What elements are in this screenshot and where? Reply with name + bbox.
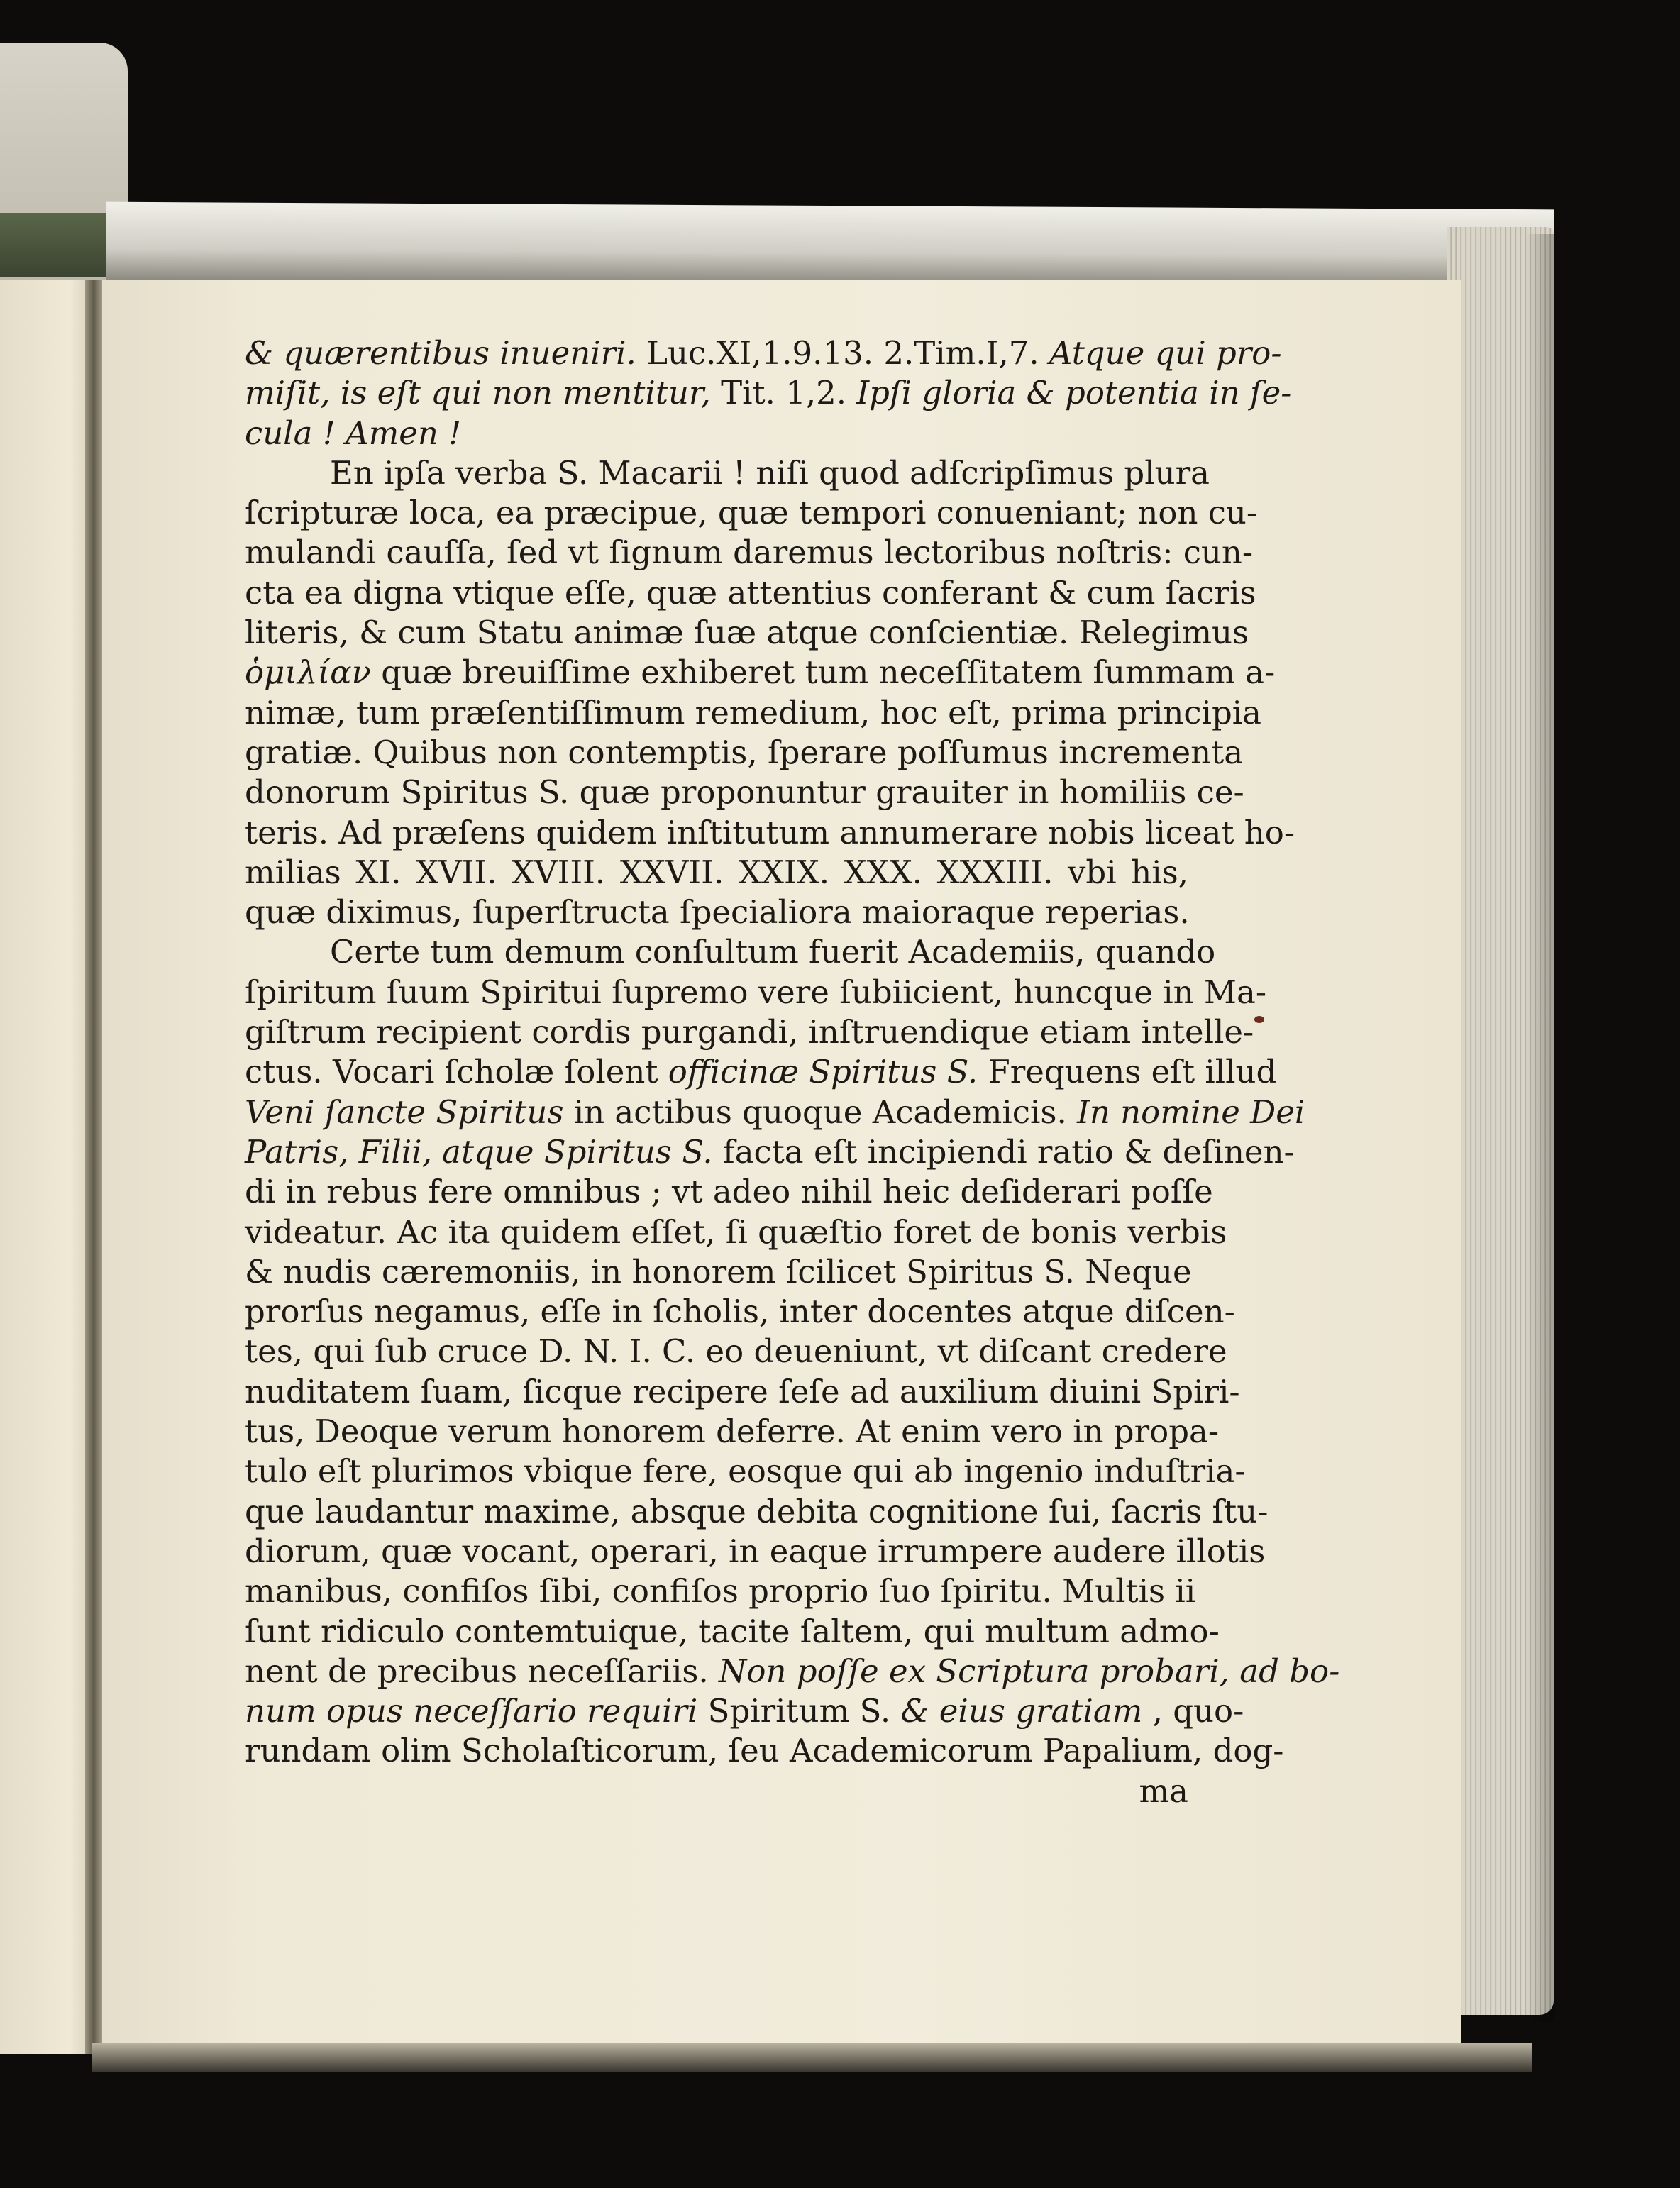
roman-run: di in rebus fere omnibus ; vt adeo nihil heic deſiderari poſſe [245,1173,1213,1211]
text-line [245,1132,1295,1172]
roman-run: , quo- [1142,1692,1244,1730]
text-line [245,1172,1213,1212]
roman-run: Frequens eſt illud [978,1053,1277,1091]
page-stack-shadow [1525,234,1554,2022]
roman-run: prorſus negamus, eſſe in ſcholis, inter docentes atque diſcen- [245,1293,1235,1331]
italic-run: officinæ Spiritus S. [668,1053,978,1091]
text-line [245,1612,1220,1652]
roman-run: manibus, confiſos ſibi, confiſos proprio ſuo ſpiritu. Multis ii [245,1572,1196,1610]
text-line [245,693,1261,733]
italic-run: ὁμιλίαν [245,653,371,692]
roman-run: nimæ, tum præſentiſſimum remedium, hoc eſt, prima principia [245,693,1261,731]
text-line [245,893,1188,932]
roman-run: in actibus quoque Academicis. [563,1093,1078,1131]
roman-run: ctus. Vocari ſcholæ ſolent [245,1053,668,1091]
book-head-edge [106,202,1554,288]
text-line [245,1452,1246,1491]
italic-run: In nomine Dei [1077,1093,1305,1131]
text-line [245,932,1216,972]
text-line [245,1372,1240,1412]
text-line [245,1571,1196,1611]
italic-run: miſit, is eſt qui non mentitur, [245,374,722,412]
text-line [245,813,1295,853]
text-line [245,453,1210,493]
text-line [245,573,1256,613]
roman-run: ſcripturæ loca, ea præcipue, quæ tempori conueniant; non cu- [245,494,1258,532]
roman-run: Spiritum S. [697,1692,901,1730]
roman-run: rundam olim Scholaſticorum, ſeu Academicorum Papalium, dog- [245,1732,1284,1770]
roman-run: gratiæ. Quibus non contemptis, ſperare poſſumus incrementa [245,733,1244,771]
roman-run: videatur. Ac ita quidem eſſet, ſi quæſtio foret de bonis verbis [245,1212,1227,1251]
roman-run: mulandi cauſſa, ſed vt ſignum daremus lectoribus noſtris: cun- [245,534,1254,572]
roman-run: milias XI. XVII. XVIII. XXVII. XXIX. XXX. XXXIII. vbi his, [245,853,1188,891]
roman-run: Tit. 1,2. [721,374,857,412]
roman-run: tus, Deoque verum honorem deferre. At enim vero in propa- [245,1413,1220,1451]
italic-run: Patris, Filii, atque Spiritus S. [245,1132,713,1171]
italic-run: & eius gratiam [900,1692,1143,1730]
text-line [245,733,1244,773]
catchword [245,1772,1188,1811]
page-text-block [245,333,1340,1811]
roman-run: quæ breuiſſime exhiberet tum neceſſitatem ſummam a- [370,653,1276,692]
book-gutter [85,280,102,2054]
roman-run: & nudis cæremoniis, in honorem ſcilicet Spiritus S. Neque [245,1252,1192,1291]
roman-run: En ipſa verba S. Macarii ! niſi quod adſcripſimus plura [330,453,1210,492]
roman-run: que laudantur maxime, absque debita cognitione ſui, ſacris ſtu- [245,1492,1269,1530]
text-line [245,1292,1235,1332]
roman-run: facta eſt incipiendi ratio & deſinen- [712,1132,1295,1171]
text-line [245,613,1249,653]
roman-run: ma [1139,1772,1188,1810]
text-line [245,1093,1305,1132]
text-line [245,1332,1227,1371]
italic-run: num opus neceſſario requiri [245,1692,698,1730]
roman-run: ſunt ridiculo contemtuique, tacite ſaltem, qui multum admo- [245,1612,1220,1650]
italic-run: Atque qui pro- [1049,334,1282,372]
italic-run: Veni ſancte Spiritus [245,1093,564,1131]
text-line [245,493,1258,533]
text-line [245,533,1254,573]
text-line [245,373,1292,413]
text-line [245,333,1282,373]
text-line [245,973,1267,1012]
roman-run: literis, & cum Statu animæ ſuæ atque conſcientiæ. Relegimus [245,614,1249,652]
text-line [245,773,1244,812]
italic-run: cula ! Amen ! [245,414,462,452]
text-line [245,414,1188,453]
roman-run: nent de precibus neceſſariis. [245,1652,719,1690]
text-line [245,1252,1192,1292]
left-page-sliver [0,280,99,2054]
text-line [245,1532,1266,1571]
text-line [245,1052,1277,1092]
roman-run: Certe tum demum conſultum fuerit Academiis, quando [330,933,1216,971]
roman-run: tes, qui ſub cruce D. N. I. C. eo deueniunt, vt diſcant credere [245,1332,1227,1371]
roman-run: donorum Spiritus S. quæ proponuntur grauiter in homiliis ce- [245,773,1244,812]
text-line [245,1412,1220,1452]
roman-run: quæ diximus, ſuperſtructa ſpecialiora maioraque reperias. [245,893,1190,932]
text-line [245,1731,1284,1771]
italic-run: Ipſi gloria & potentia in ſe- [856,374,1292,412]
text-line [245,1691,1244,1731]
roman-run: ſpiritum ſuum Spiritui ſupremo vere ſubiicient, huncque in Ma- [245,973,1267,1011]
text-line [245,1012,1254,1052]
roman-run: teris. Ad præſens quidem inſtitutum annumerare nobis liceat ho- [245,813,1295,851]
book-bottom-edge [92,2043,1532,2072]
text-line [245,1652,1340,1691]
ink-spot [1254,1016,1264,1023]
roman-run: Luc.XI,1.9.13. 2.Tim.I,7. [646,334,1049,372]
roman-run: nuditatem ſuam, ſicque recipere ſeſe ad auxilium diuini Spiri- [245,1372,1240,1410]
roman-run: cta ea digna vtique eſſe, quæ attentius conferant & cum ſacris [245,573,1256,612]
text-line [245,853,1188,893]
italic-run: Non poſſe ex Scriptura probari, ad bo- [719,1652,1340,1690]
roman-run: tulo eſt plurimos vbique fere, eosque qui ab ingenio induſtria- [245,1452,1246,1491]
text-line [245,1212,1227,1252]
roman-run: diorum, quæ vocant, operari, in eaque irrumpere audere illotis [245,1532,1266,1570]
text-line [245,1492,1269,1532]
italic-run: & quærentibus inueniri. [245,334,647,372]
text-line [245,653,1276,692]
roman-run: giſtrum recipient cordis purgandi, inſtruendique etiam intelle- [245,1013,1254,1051]
